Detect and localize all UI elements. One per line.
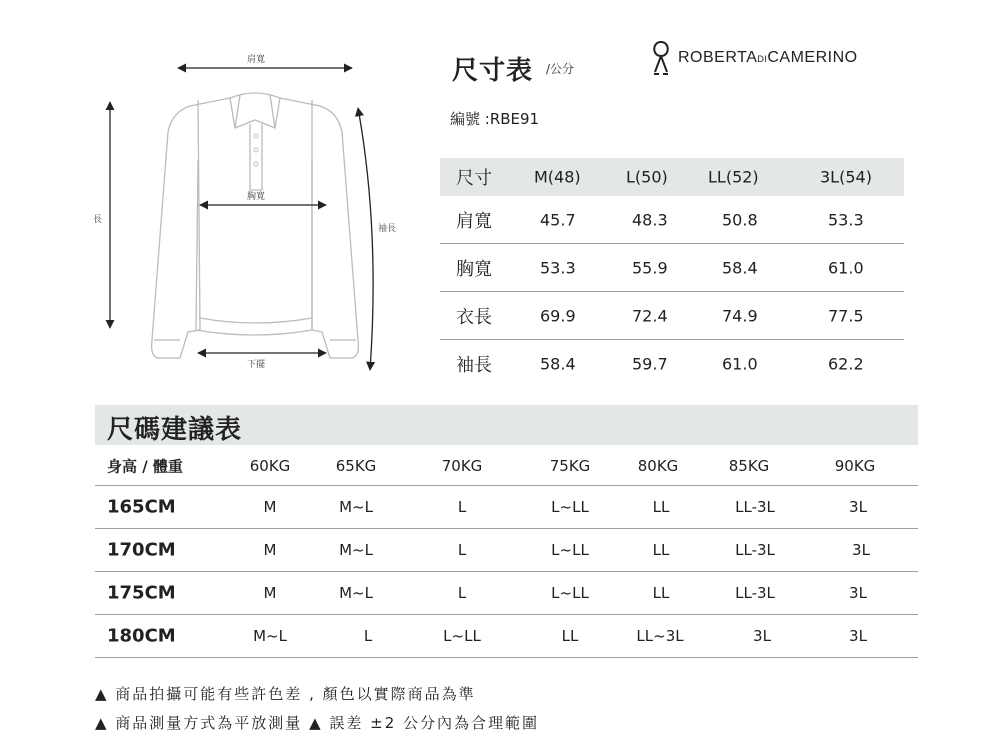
measure-label: 衣長 — [456, 306, 492, 328]
recommendation-row — [95, 486, 918, 529]
height-label: 180CM — [107, 625, 176, 647]
recommendation-title-bar — [95, 405, 918, 445]
size-table-row — [440, 340, 904, 387]
rec-size: LL — [652, 498, 670, 516]
size-table-header — [440, 158, 904, 196]
recommendation-title: 尺碼建議表 — [107, 415, 243, 445]
rec-size: 3L — [852, 541, 870, 559]
rec-size: LL-3L — [735, 584, 775, 602]
rec-size: 3L — [849, 627, 867, 645]
note-color-difference: ▲ 商品拍攝可能有些許色差 , 顏色以實際商品為準 — [95, 685, 476, 703]
size-col-header: M(48) — [534, 167, 581, 187]
size-value: 72.4 — [632, 306, 668, 325]
measure-label: 袖長 — [456, 354, 492, 376]
size-value: 55.9 — [632, 258, 668, 277]
size-col-header: LL(52) — [708, 167, 759, 187]
rec-size: M — [263, 584, 277, 602]
height-label: 165CM — [107, 496, 176, 518]
size-table-row — [440, 244, 904, 292]
sleeve-length-label: 袖長 — [378, 224, 397, 234]
brand-emblem-icon — [650, 38, 672, 78]
rec-size: LL — [652, 541, 670, 559]
size-col-header: 尺寸 — [456, 168, 492, 189]
shoulder-width-label: 肩寬 — [247, 55, 266, 65]
size-value: 61.0 — [722, 354, 758, 373]
size-value: 45.7 — [540, 210, 576, 229]
rec-size: L — [457, 541, 467, 559]
size-value: 77.5 — [828, 306, 864, 325]
rec-size: M~L — [339, 498, 373, 516]
size-col-header: 3L(54) — [820, 167, 872, 187]
rec-col-header: 60KG — [249, 457, 291, 475]
length-label: 長 — [93, 215, 103, 225]
unit-label: /公分 — [546, 62, 575, 76]
rec-size: L — [457, 498, 467, 516]
size-value: 53.3 — [540, 258, 576, 277]
size-value: 53.3 — [828, 210, 864, 229]
rec-size: M~L — [339, 584, 373, 602]
rec-size: LL-3L — [735, 498, 775, 516]
recommendation-header-row — [95, 447, 918, 486]
note-measurement-tolerance: ▲ 商品測量方式為平放測量 ▲ 誤差 ±2 公分內為合理範圍 — [95, 714, 540, 732]
rec-col-header: 75KG — [549, 457, 591, 475]
size-table-row — [440, 292, 904, 340]
rec-col-header: 70KG — [441, 457, 483, 475]
rec-size: L~LL — [551, 584, 589, 602]
size-value: 48.3 — [632, 210, 668, 229]
rec-size: LL — [652, 584, 670, 602]
rec-size: L — [363, 627, 373, 645]
brand-logo — [650, 38, 858, 78]
recommendation-table — [95, 447, 918, 658]
size-value: 58.4 — [722, 258, 758, 277]
chest-width-label: 胸寬 — [247, 192, 266, 202]
rec-size: L~LL — [443, 627, 481, 645]
brand-name-left: ROBERTA — [678, 49, 758, 66]
size-col-header: L(50) — [626, 167, 668, 187]
rec-size: L~LL — [551, 498, 589, 516]
rec-col-header: 65KG — [335, 457, 377, 475]
rec-size: LL~3L — [636, 627, 684, 645]
rec-size: L — [457, 584, 467, 602]
rec-size: M~L — [339, 541, 373, 559]
rec-size: M~L — [253, 627, 287, 645]
size-value: 74.9 — [722, 306, 758, 325]
rec-size: 3L — [753, 627, 771, 645]
product-code: 編號 :RBE91 — [450, 110, 540, 128]
size-value: 50.8 — [722, 210, 758, 229]
rec-col-header: 85KG — [728, 457, 770, 475]
recommendation-row — [95, 572, 918, 615]
measure-label: 肩寬 — [456, 210, 492, 232]
height-label: 170CM — [107, 539, 176, 561]
measure-label: 胸寬 — [456, 258, 492, 280]
size-value: 61.0 — [828, 258, 864, 277]
size-value: 59.7 — [632, 354, 668, 373]
hem-label: 下擺 — [247, 360, 266, 370]
rec-col-header: 80KG — [637, 457, 679, 475]
shirt-measurement-diagram — [80, 40, 420, 390]
rec-size: LL — [561, 627, 579, 645]
size-value: 62.2 — [828, 354, 864, 373]
rec-size: 3L — [849, 584, 867, 602]
page-title: 尺寸表 — [452, 56, 534, 86]
recommendation-row — [95, 529, 918, 572]
size-value: 69.9 — [540, 306, 576, 325]
rec-size: 3L — [849, 498, 867, 516]
rec-size: M — [263, 498, 277, 516]
size-table-row — [440, 196, 904, 244]
size-table — [440, 158, 904, 387]
rec-col-header: 身高 / 體重 — [107, 457, 183, 476]
recommendation-row — [95, 615, 918, 658]
size-value: 58.4 — [540, 354, 576, 373]
rec-col-header: 90KG — [834, 457, 876, 475]
brand-di: DI — [757, 54, 768, 64]
height-label: 175CM — [107, 582, 176, 604]
brand-name-right: CAMERINO — [767, 49, 858, 66]
rec-size: LL-3L — [735, 541, 775, 559]
rec-size: M — [263, 541, 277, 559]
rec-size: L~LL — [551, 541, 589, 559]
